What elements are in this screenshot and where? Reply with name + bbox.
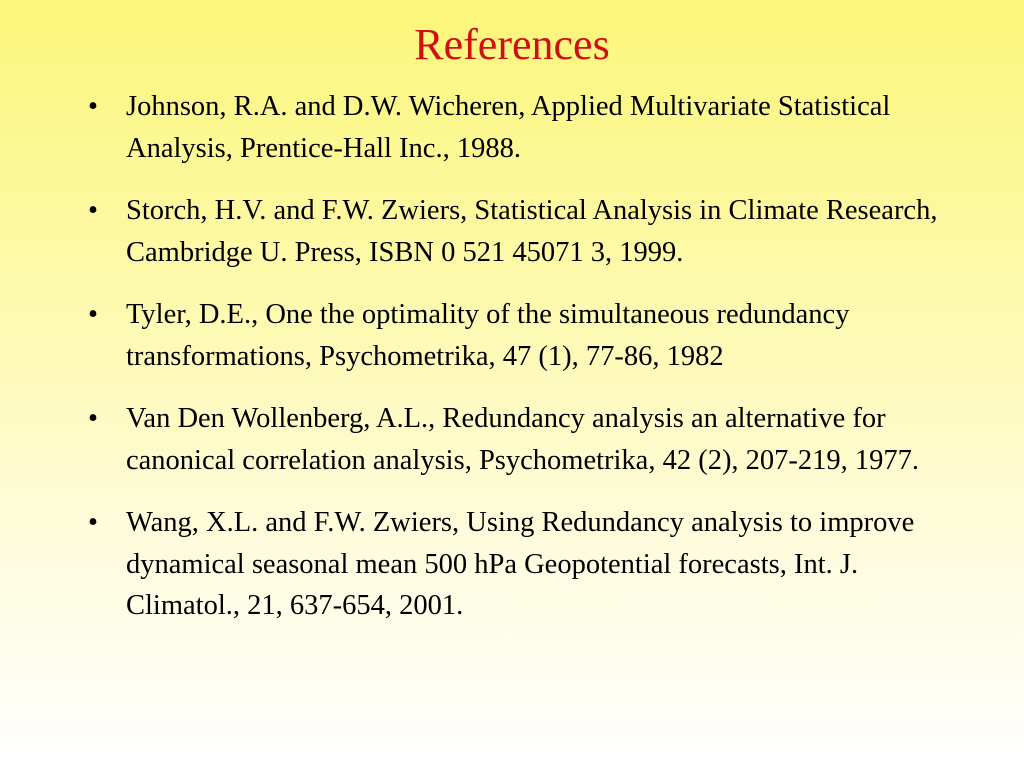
reference-item	[84, 398, 956, 481]
bullet-icon: •	[88, 195, 98, 226]
reference-text: Wang, X.L. and F.W. Zwiers, Using Redundancy analysis to improve dynamical seasonal mean 500 hPa Geopotential forecasts, Int. J. Climatol., 21, 637-654, 2001.	[126, 507, 915, 621]
bullet-icon: •	[88, 299, 98, 330]
reference-item	[84, 294, 956, 377]
reference-item	[84, 190, 956, 273]
reference-list	[84, 86, 956, 648]
reference-text: Tyler, D.E., One the optimality of the simultaneous redundancy transformations, Psychometrika, 47 (1), 77-86, 1982	[126, 299, 850, 372]
reference-item	[84, 502, 956, 627]
bullet-icon: •	[88, 403, 98, 434]
reference-text: Van Den Wollenberg, A.L., Redundancy analysis an alternative for canonical correlation analysis, Psychometrika, 42 (2), 207-219, 1977.	[126, 403, 920, 476]
bullet-icon: •	[88, 507, 98, 538]
reference-text: Johnson, R.A. and D.W. Wicheren, Applied Multivariate Statistical Analysis, Prentice-Hall Inc., 1988.	[126, 91, 891, 164]
reference-item	[84, 86, 956, 169]
slide-title: References	[414, 20, 610, 69]
reference-text: Storch, H.V. and F.W. Zwiers, Statistical Analysis in Climate Research, Cambridge U. Press, ISBN 0 521 45071 3, 1999.	[126, 195, 938, 268]
bullet-icon: •	[88, 91, 98, 122]
